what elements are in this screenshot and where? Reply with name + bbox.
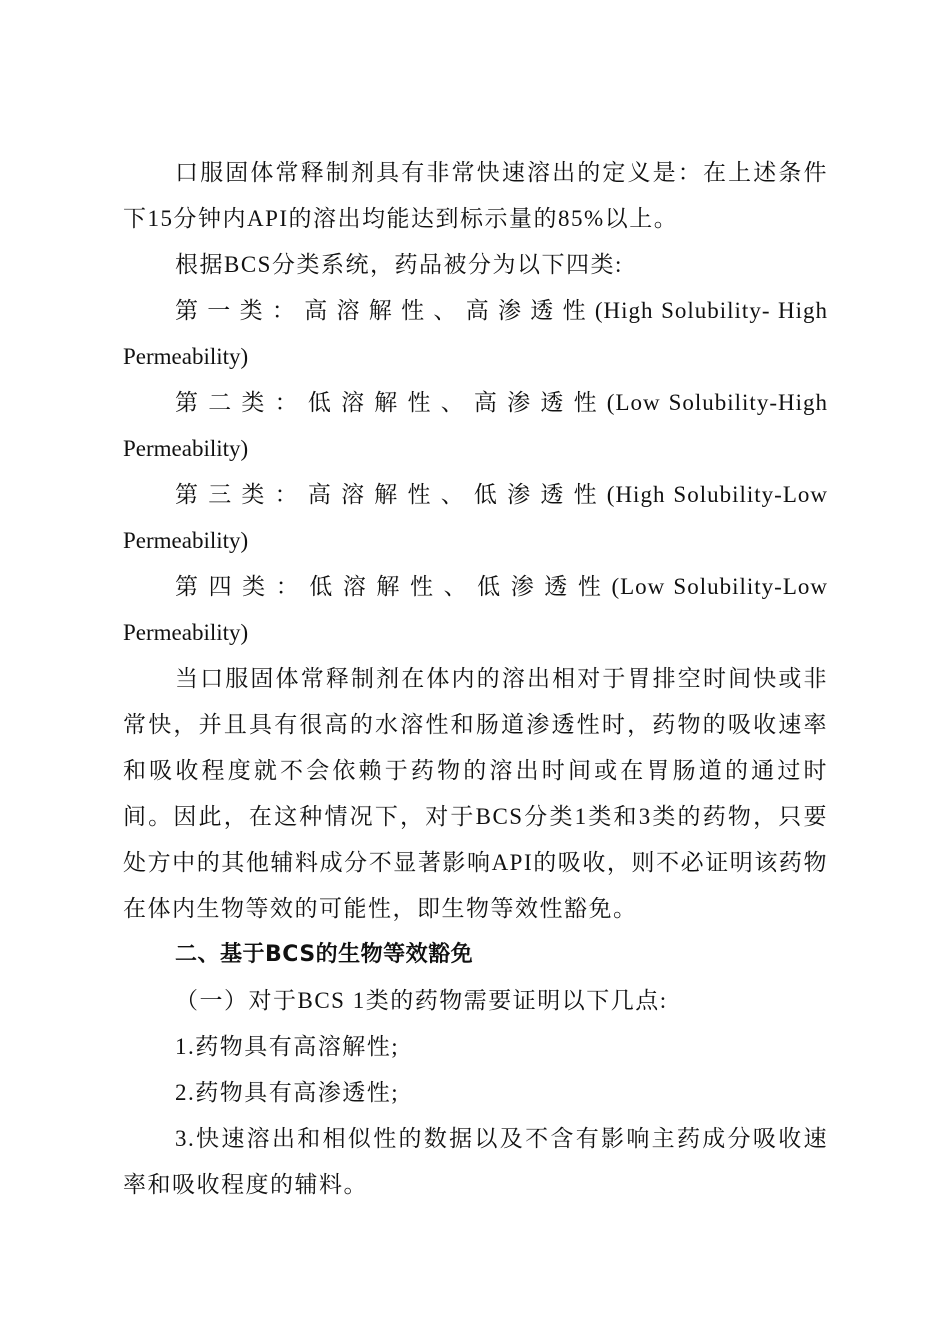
- list-item: 2.药物具有高渗透性;: [175, 1080, 400, 1105]
- class-4-permeability: Permeability): [123, 620, 249, 645]
- definition-paragraph: 口服固体常释制剂具有非常快速溶出的定义是：在上述条件下15分钟内API的溶出均能达到标示量的85%以上。: [123, 160, 828, 231]
- class-1-paragraph: [123, 288, 828, 380]
- document-page: [123, 150, 828, 1208]
- class-1-line: 第 一 类 ： 高 溶 解 性 、 高 渗 透 性 (High Solubility- High: [175, 298, 828, 323]
- section-heading: 二、基于BCS的生物等效豁免: [175, 942, 474, 967]
- class-2-line: 第 二 类 ： 低 溶 解 性 、 高 渗 透 性 (Low Solubility-High: [175, 390, 828, 415]
- class-4-line: 第 四 类 ： 低 溶 解 性 、 低 渗 透 性 (Low Solubility-Low: [175, 574, 828, 599]
- class-1-permeability: Permeability): [123, 344, 249, 369]
- class-2-paragraph: [123, 380, 828, 472]
- class-3-line: 第 三 类 ： 高 溶 解 性 、 低 渗 透 性 (High Solubility-Low: [175, 482, 828, 507]
- list-item: 3.快速溶出和相似性的数据以及不含有影响主药成分吸收速率和吸收程度的辅料。: [123, 1126, 828, 1197]
- bcs-intro-paragraph: 根据BCS分类系统，药品被分为以下四类:: [175, 252, 623, 277]
- class-3-permeability: Permeability): [123, 528, 249, 553]
- waiver-paragraph: 当口服固体常释制剂在体内的溶出相对于胃排空时间快或非常快，并且具有很高的水溶性和肠道渗透性时，药物的吸收速率和吸收程度就不会依赖于药物的溶出时间或在胃肠道的通过时间。因此，在这种情况下，对于BCS分类1类和3类的药物，只要处方中的其他辅料成分不显著影响API的吸收，则不必证明该药物在体内生物等效的可能性，即生物等效性豁免。: [123, 666, 828, 921]
- class-2-permeability: Permeability): [123, 436, 249, 461]
- sub-heading: （一）对于BCS 1类的药物需要证明以下几点:: [175, 988, 668, 1013]
- list-item: 1.药物具有高溶解性;: [175, 1034, 400, 1059]
- class-4-paragraph: [123, 564, 828, 656]
- class-3-paragraph: [123, 472, 828, 564]
